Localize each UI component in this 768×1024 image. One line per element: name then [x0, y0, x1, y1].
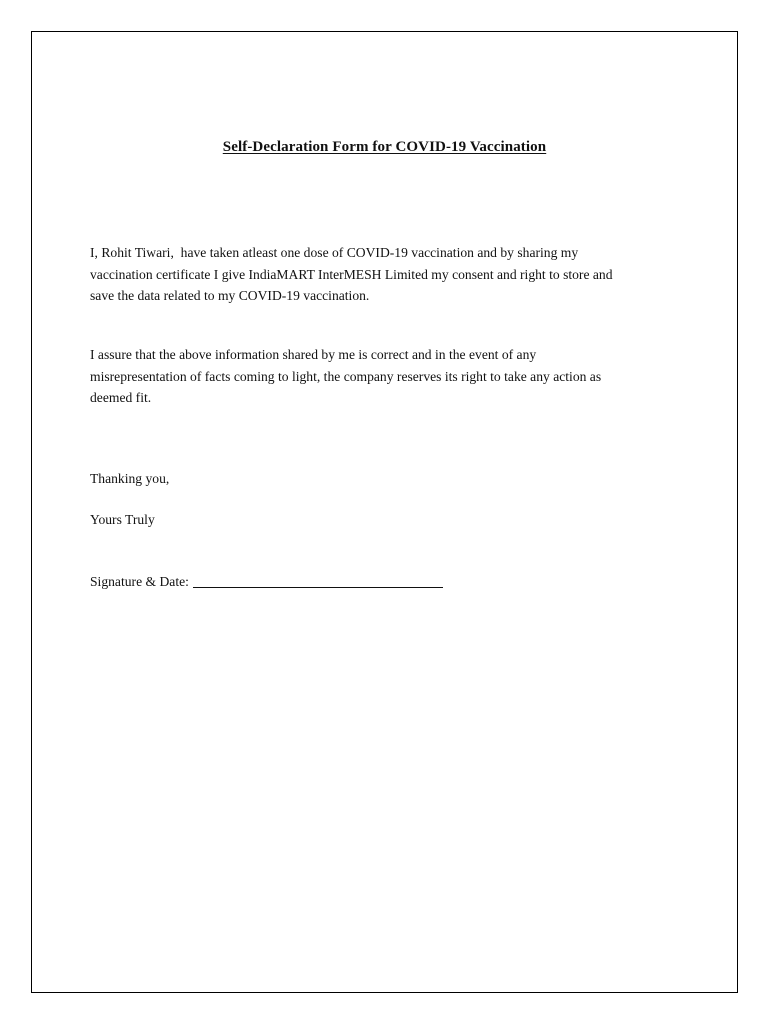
- paragraph-line: save the data related to my COVID-19 vaccination.: [90, 288, 370, 303]
- signature-date-blank[interactable]: [193, 573, 443, 588]
- closing-signoff: Yours Truly: [90, 512, 155, 527]
- closing-thanks: Thanking you,: [90, 471, 170, 486]
- paragraph-line: vaccination certificate I give IndiaMART InterMESH Limited my consent and right to store and: [90, 266, 613, 282]
- signature-label: Signature & Date:: [90, 574, 189, 589]
- document-page: [31, 31, 738, 993]
- paragraph-line: I, Rohit Tiwari, have taken atleast one dose of COVID-19 vaccination and by sharing my: [90, 245, 579, 260]
- assurance-paragraph: [90, 344, 700, 409]
- signature-row: [90, 573, 443, 591]
- paragraph-line: deemed fit.: [90, 390, 152, 405]
- document-title: Self-Declaration Form for COVID-19 Vaccination: [222, 139, 547, 155]
- paragraph-line: I assure that the above information shared by me is correct and in the event of any: [90, 347, 537, 362]
- paragraph-line: misrepresentation of facts coming to light, the company reserves its right to take any action as: [90, 368, 602, 384]
- consent-paragraph: [90, 242, 700, 307]
